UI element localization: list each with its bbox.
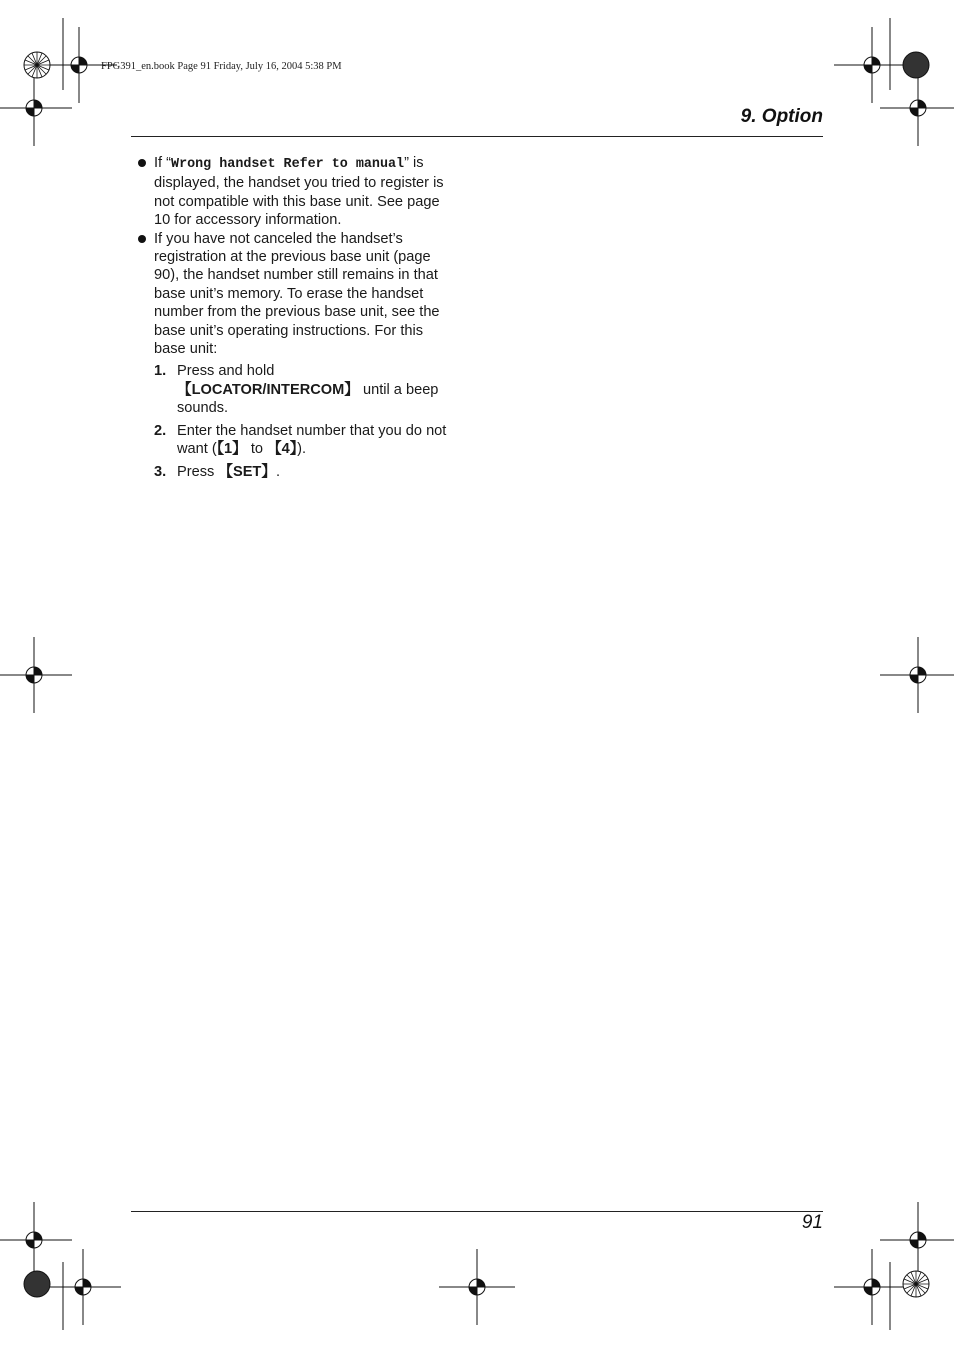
crosshair-icon [439, 1249, 515, 1325]
crosshair-icon [834, 27, 910, 103]
display-message: Wrong handset Refer to manual [171, 157, 405, 172]
print-slug-line: FPG391_en.book Page 91 Friday, July 16, 2004 5:38 PM [101, 61, 342, 72]
crosshair-icon [880, 637, 954, 713]
bullet-text: If you have not canceled the handset’s registration at the previous base unit (page 90), the handset number still remains in that base unit’s memory. To erase the handset number from the previous base unit, see the base unit’s operating instructions. For this base unit: [154, 230, 440, 358]
step-text: . [275, 463, 281, 480]
crosshair-icon [0, 1202, 72, 1278]
step-text: Press and hold [177, 363, 275, 380]
key-bracket-close: 】 [232, 441, 247, 458]
step-text: Enter the handset number that you do not want ( [177, 422, 447, 458]
step-text: until a beep sounds. [177, 381, 439, 417]
key-bracket-close: 】 [344, 381, 359, 398]
step-number: 1. [154, 363, 167, 380]
key-label: 4 [281, 441, 290, 458]
crosshair-icon [45, 1249, 121, 1325]
key-bracket-open: 【 [177, 381, 192, 398]
crosshair-icon [880, 70, 954, 146]
crosshair-icon [880, 1202, 954, 1278]
step-text: Press [177, 463, 219, 480]
dark-starburst-icon [903, 52, 929, 78]
crosshair-icon [41, 27, 117, 103]
key-label: LOCATOR/INTERCOM [191, 381, 345, 398]
starburst-icon [24, 52, 50, 78]
key-bracket-open: 【 [267, 441, 282, 458]
step-text: to [246, 441, 268, 458]
starburst-icon [903, 1271, 929, 1297]
step-text: ). [297, 441, 307, 458]
crosshair-icon [0, 70, 72, 146]
key-label: 1 [224, 441, 233, 458]
page-number: 91 [801, 1212, 823, 1233]
key-bracket-close: 】 [261, 463, 276, 480]
step-number: 2. [154, 422, 167, 439]
step-number: 3. [154, 463, 167, 480]
key-bracket-close: 】 [289, 441, 298, 458]
bullet-suffix: ” is displayed, the handset you tried to register is not compatible with this base unit. See page 10 for accessory information. [154, 155, 444, 229]
key-bracket-open: 【 [216, 441, 225, 458]
key-bracket-open: 【 [218, 463, 233, 480]
crosshair-icon [0, 637, 72, 713]
section-title: 9. Option [740, 106, 823, 127]
dark-starburst-icon [24, 1271, 50, 1297]
crosshair-icon [834, 1249, 910, 1325]
bullet-prefix: If “ [154, 155, 172, 171]
key-label: SET [232, 463, 262, 480]
